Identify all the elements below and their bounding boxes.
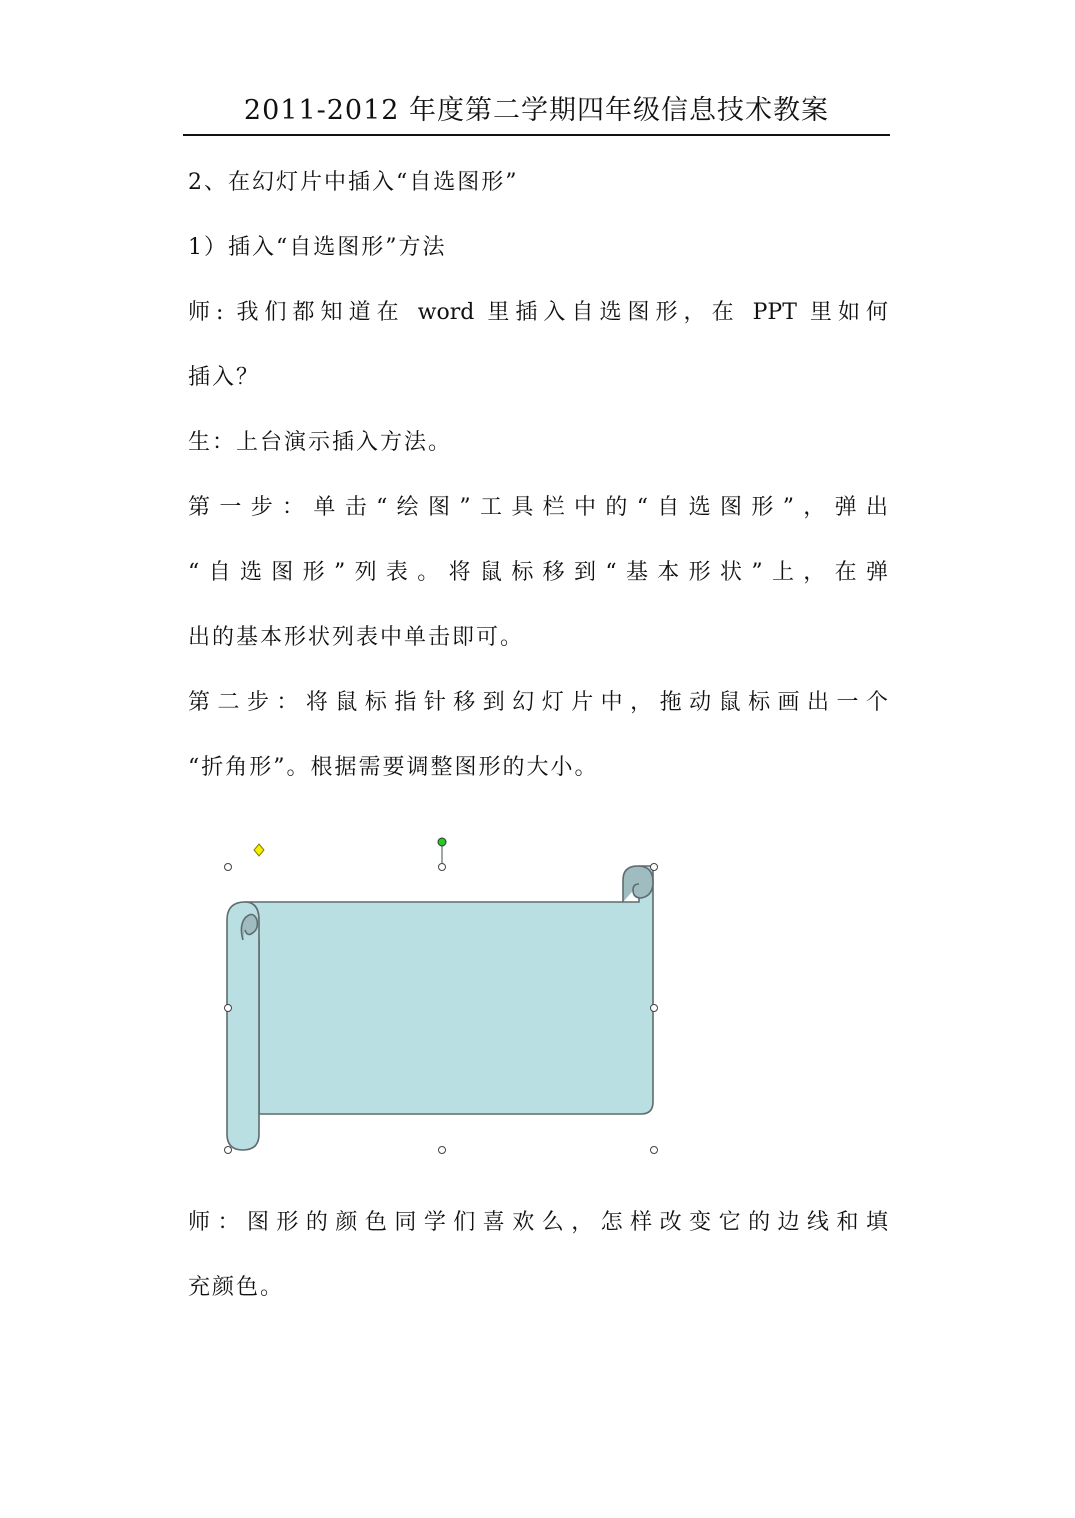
student-demo-line: 生：上台演示插入方法。 [188, 430, 453, 455]
resize-handle-bottom-left-icon[interactable] [225, 1147, 232, 1154]
resize-handle-top-right-icon[interactable] [651, 864, 658, 871]
resize-handle-middle-right-icon[interactable] [651, 1005, 658, 1012]
step-one-line-2: “自选图形”列表。将鼠标移到“基本形状”上，在弹 [188, 560, 888, 585]
rotate-handle-icon[interactable] [438, 838, 446, 846]
page-header [183, 92, 890, 136]
step-one-line-3: 出的基本形状列表中单击即可。 [188, 625, 525, 650]
resize-handle-bottom-center-icon[interactable] [439, 1147, 446, 1154]
teacher-color-line-2: 充颜色。 [188, 1275, 285, 1300]
resize-handle-bottom-right-icon[interactable] [651, 1147, 658, 1154]
scroll-body[interactable] [245, 866, 653, 1114]
resize-handle-top-center-icon[interactable] [439, 864, 446, 871]
section-title: 2、在幻灯片中插入“自选图形” [188, 170, 519, 195]
resize-handle-top-left-icon[interactable] [225, 864, 232, 871]
step-two-line-2: “折角形”。根据需要调整图形的大小。 [188, 755, 599, 780]
teacher-color-line-1: 师：图形的颜色同学们喜欢么，怎样改变它的边线和填 [188, 1210, 888, 1235]
page-header-title: 2011-2012 年度第二学期四年级信息技术教案 [243, 95, 830, 126]
resize-handle-middle-left-icon[interactable] [225, 1005, 232, 1012]
adjust-handle-icon[interactable] [254, 844, 264, 856]
step-two-line-1: 第二步：将鼠标指针移到幻灯片中，拖动鼠标画出一个 [188, 690, 888, 715]
teacher-question-line-2: 插入？ [188, 365, 261, 390]
step-one-line-1: 第一步：单击“绘图”工具栏中的“自选图形”，弹出 [188, 495, 888, 520]
scroll-shape-figure[interactable] [215, 830, 675, 1170]
subsection-title: 1）插入“自选图形”方法 [188, 235, 447, 260]
teacher-question-line-1: 师: 我们都知道在 word 里插入自选图形，在 PPT 里如何 [188, 300, 888, 325]
